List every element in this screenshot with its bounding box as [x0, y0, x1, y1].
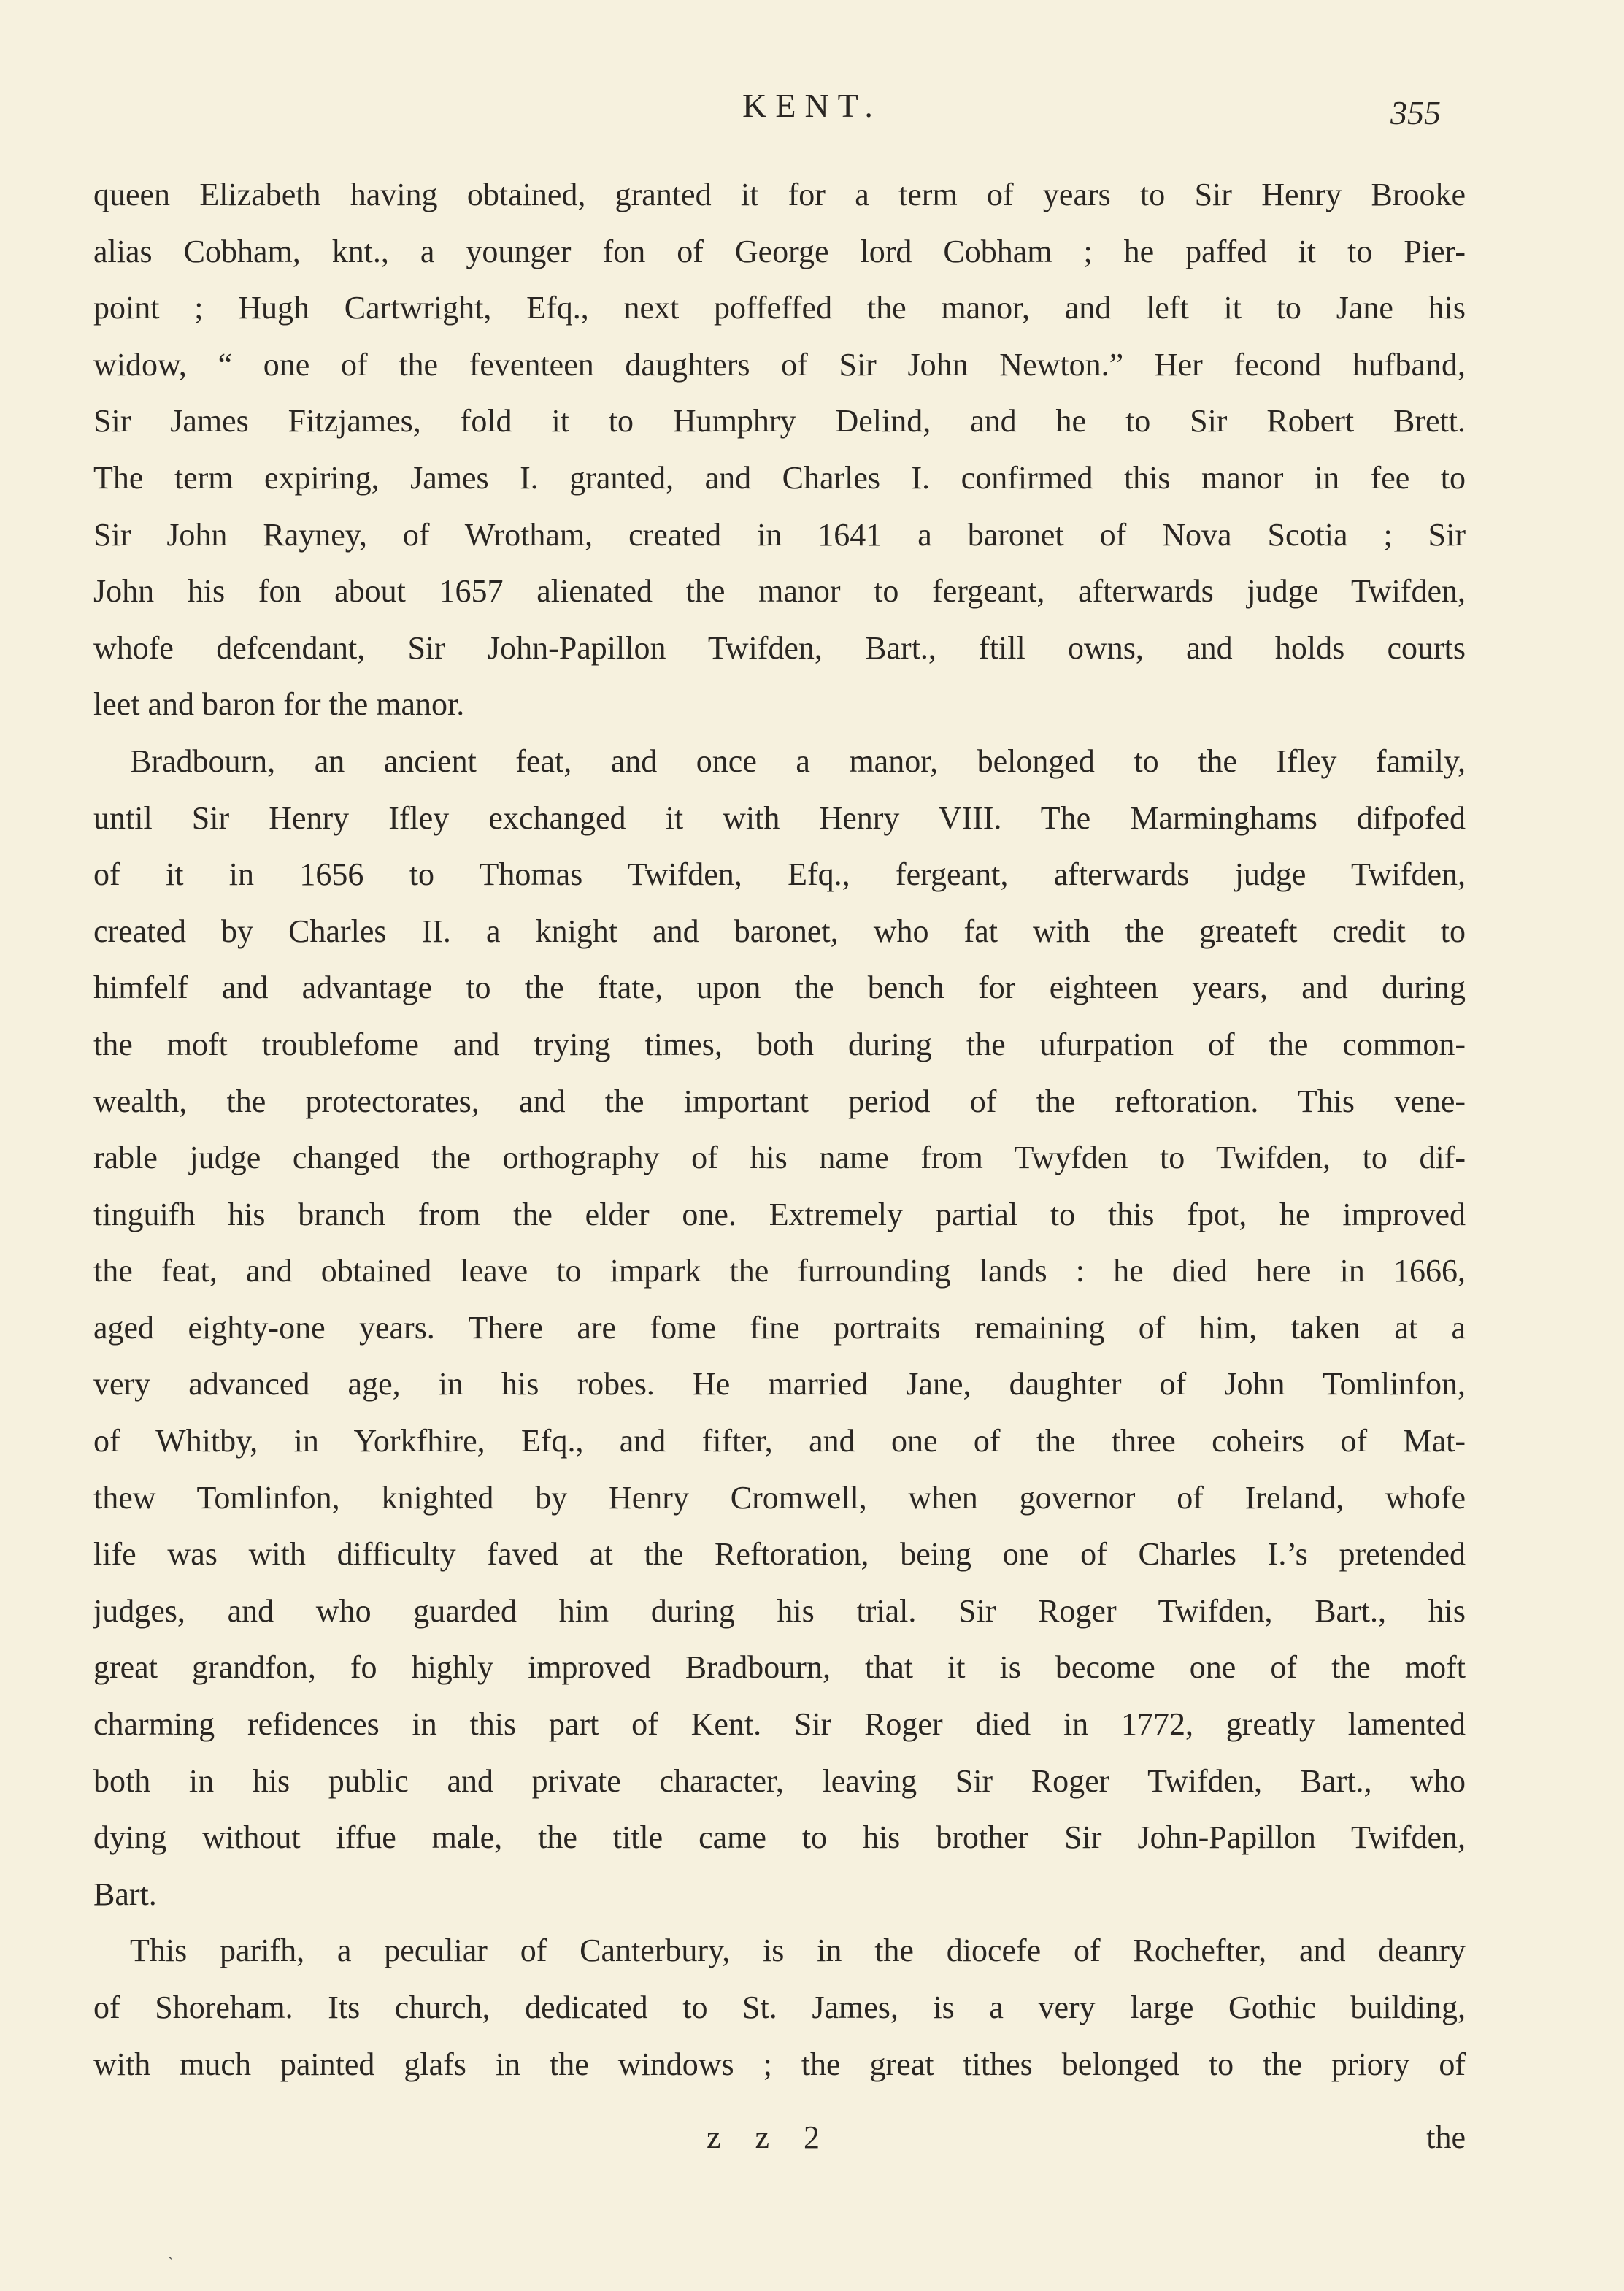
page-number: 355 — [1390, 94, 1441, 131]
text-line: aged eighty-one years. There are fome fine portraits remaining of him, taken at a — [93, 1309, 1466, 1346]
text-line: charming refidences in this part of Kent. Sir Roger died in 1772, greatly lamented — [93, 1706, 1466, 1743]
text-line: of Shoreham. Its church, dedicated to St. James, is a very large Gothic building, — [93, 1989, 1466, 2025]
text-line: until Sir Henry Ifley exchanged it with Henry VIII. The Marminghams difpofed — [93, 799, 1466, 836]
ink-speck: ˎ — [168, 2241, 174, 2260]
text-line: The term expiring, James I. granted, and Charles I. confirmed this manor in fee to — [93, 459, 1466, 496]
page-footer — [93, 2119, 1466, 2163]
text-line: queen Elizabeth having obtained, granted it for a term of years to Sir Henry Brooke — [93, 177, 1466, 212]
catchword: the — [1426, 2119, 1466, 2155]
text-line: tinguifh his branch from the elder one. Extremely partial to this fpot, he improved — [93, 1196, 1466, 1232]
text-line: widow, “ one of the feventeen daughters of Sir John Newton.” Her fecond hufband, — [93, 346, 1466, 383]
running-head: KENT. — [742, 87, 882, 124]
text-line: judges, and who guarded him during his trial. Sir Roger Twifden, Bart., his — [93, 1592, 1466, 1629]
text-line: very advanced age, in his robes. He married Jane, daughter of John Tomlinfon, — [93, 1366, 1466, 1402]
text-line: dying without iffue male, the title came to his brother Sir John-Papillon Twifden, — [93, 1819, 1466, 1856]
text-line: Sir James Fitzjames, fold it to Humphry Delind, and he to Sir Robert Brett. — [93, 403, 1466, 440]
text-line: Bart. — [93, 1876, 157, 1912]
text-line: leet and baron for the manor. — [93, 686, 465, 723]
text-line: of it in 1656 to Thomas Twifden, Efq., fergeant, afterwards judge Twifden, — [93, 856, 1466, 893]
text-line: wealth, the protectorates, and the important period of the reftoration. This vene- — [93, 1083, 1466, 1119]
text-line: with much painted glafs in the windows ; the great tithes belonged to the priory of — [93, 2046, 1466, 2082]
text-line: created by Charles II. a knight and baronet, who fat with the greateft credit to — [93, 913, 1466, 949]
text-line: Sir John Rayney, of Wrotham, created in 1641 a baronet of Nova Scotia ; Sir — [93, 516, 1466, 553]
body-text — [93, 166, 1466, 2092]
text-line: both in his public and private character, leaving Sir Roger Twifden, Bart., who — [93, 1762, 1466, 1799]
text-line: the feat, and obtained leave to impark the furrounding lands : he died here in 1666, — [93, 1253, 1466, 1289]
text-line: the moft troublefome and trying times, both during the ufurpation of the common- — [93, 1026, 1466, 1062]
text-line: life was with difficulty faved at the Reftoration, being one of Charles I.’s pretended — [93, 1536, 1466, 1573]
text-line: Bradbourn, an ancient feat, and once a manor, belonged to the Ifley family, — [130, 742, 1466, 779]
text-line: great grandfon, fo highly improved Bradbourn, that it is become one of the moft — [93, 1649, 1466, 1686]
text-line: whofe defcendant, Sir John-Papillon Twifden, Bart., ftill owns, and holds courts — [93, 629, 1466, 666]
signature-mark: z z 2 — [707, 2119, 834, 2155]
text-line: alias Cobham, knt., a younger fon of George lord Cobham ; he paffed it to Pier- — [93, 233, 1466, 269]
text-line: of Whitby, in Yorkfhire, Efq., and fifter, and one of the three coheirs of Mat- — [93, 1423, 1466, 1459]
text-line: thew Tomlinfon, knighted by Henry Cromwell, when governor of Ireland, whofe — [93, 1479, 1466, 1516]
text-line: rable judge changed the orthography of his name from Twyfden to Twifden, to dif- — [93, 1140, 1466, 1176]
text-line: himfelf and advantage to the ftate, upon the bench for eighteen years, and during — [93, 970, 1466, 1006]
text-line: This parifh, a peculiar of Canterbury, is in the diocefe of Rochefter, and deanry — [130, 1933, 1466, 1969]
text-line: John his fon about 1657 alienated the manor to fergeant, afterwards judge Twifden, — [93, 573, 1466, 610]
text-line: point ; Hugh Cartwright, Efq., next poffeffed the manor, and left it to Jane his — [93, 290, 1466, 326]
